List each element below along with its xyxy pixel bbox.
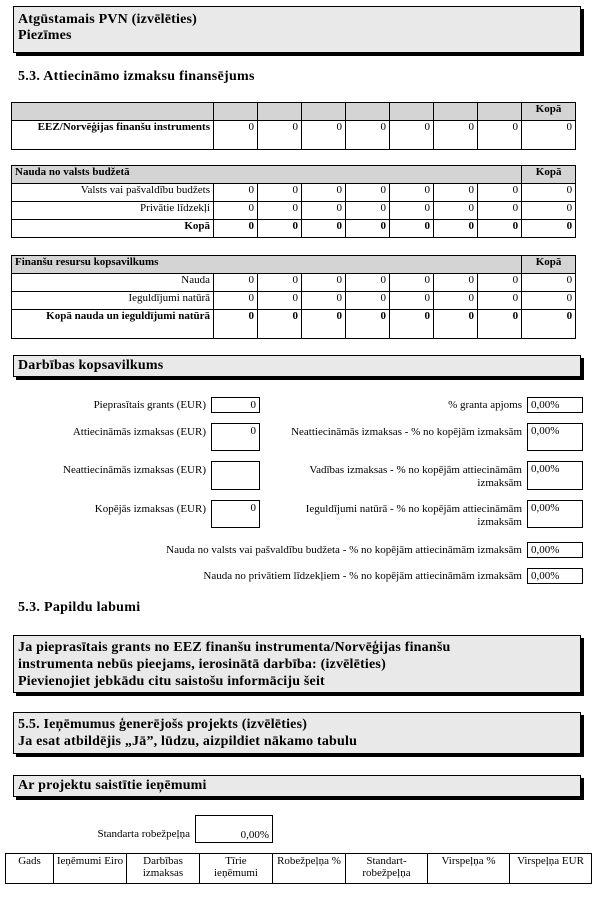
top-box [13,6,581,53]
related-income-box [13,775,581,797]
table-total-row: Kopā nauda un ieguldījumi natūrā 0 0 0 0 0 0 0 0 [12,310,576,339]
col-operating-costs: Darbības izmaksas [127,854,200,884]
benefits-box [13,635,581,693]
col-net-income: Tīrie ieņēmumi [200,854,273,884]
total-costs-label: Kopējās izmaksas (EUR) [94,503,206,515]
ineligible-pct-field[interactable]: 0,00% [527,423,583,451]
table-row: Ieguldījumi natūrā 0 0 0 0 0 0 0 0 [12,292,576,310]
ineligible-costs-label: Neattiecināmās izmaksas (EUR) [63,464,206,476]
ineligible-costs-field[interactable] [211,461,260,490]
eligible-costs-label: Attiecināmās izmaksas (EUR) [72,426,206,438]
benefits-line-1: Ja pieprasītais grants no EEZ finanšu instrumenta/Norvēģijas finanšu [18,640,451,655]
revenue-table [5,853,592,884]
financing-instrument-table [11,102,576,150]
revenue-project-select[interactable]: 5.5. Ieņēmumus ģenerējošs projekts (izvēlēties) [18,717,308,732]
table-total-row: Kopā 0 0 0 0 0 0 0 0 [12,220,576,238]
col-excess-profit-pct: Virspeļņa % [428,854,510,884]
state-budget-pct-field[interactable]: 0,00% [527,542,583,558]
proposed-action-select[interactable]: instrumenta nebūs pieejams, ierosinātā darbība: (izvēlēties) [18,657,386,672]
additional-info-label[interactable]: Pievienojiet jebkādu citu saistošu informāciju šeit [18,674,325,689]
col-income: Ieņēmumi Eiro [54,854,127,884]
col-standard-margin: Standart-robežpeļņa [346,854,428,884]
table-header-row: Nauda no valsts budžetā Kopā [12,166,576,184]
revenue-instructions: Ja esat atbildējis „Jā”, lūdzu, aizpildiet nākamo tabulu [18,734,358,749]
state-budget-pct-label: Nauda no valsts vai pašvaldību budžeta - % no kopējām attiecināmām izmaksām [166,544,522,556]
table-row: Nauda 0 0 0 0 0 0 0 0 [12,274,576,292]
table-row: Privātie līdzekļi 0 0 0 0 0 0 0 0 [12,202,576,220]
revenue-box [13,712,581,754]
requested-grant-field[interactable]: 0 [211,397,260,413]
standard-margin-label: Standarta robežpeļņa [97,828,190,840]
standard-margin-field[interactable]: 0,00% [195,815,273,843]
total-costs-field[interactable]: 0 [211,500,260,528]
table-header-row: Finanšu resursu kopsavilkums Kopā [12,256,576,274]
private-pct-field[interactable]: 0,00% [527,568,583,584]
management-pct-label: Vadības izmaksas - % no kopējām attiecināmām izmaksām [309,464,522,489]
ineligible-pct-label: Neattiecināmās izmaksas - % no kopējām izmaksām [291,426,522,438]
col-margin-pct: Robežpeļņa % [273,854,346,884]
table-row: Valsts vai pašvaldību budžets 0 0 0 0 0 0 0 0 [12,184,576,202]
col-year: Gads [6,854,54,884]
eligible-costs-field[interactable]: 0 [211,423,260,451]
inkind-pct-field[interactable]: 0,00% [527,500,583,528]
financial-resources-table [11,255,576,339]
financing-section-title: 5.3. Attiecināmo izmaksu finansējums [18,69,255,84]
table-header-row [12,103,576,121]
table-row: EEZ/Norvēģijas finanšu instruments 0 0 0 0 0 0 0 0 [12,121,576,150]
table-header-row [6,854,592,884]
inkind-pct-label: Ieguldījumi natūrā - % no kopējām attiecināmām izmaksām [305,503,522,528]
related-income-title: Ar projektu saistītie ieņēmumi [18,778,207,793]
grant-amount-field[interactable]: 0,00% [527,397,583,413]
vat-recoverable-select[interactable]: Atgūstamais PVN (izvēlēties) [18,12,198,27]
notes-label[interactable]: Piezīmes [18,28,72,43]
col-excess-profit-eur: Virspeļņa EUR [510,854,592,884]
requested-grant-label: Pieprasītais grants (EUR) [93,399,206,411]
benefits-section-title: 5.3. Papildu labumi [18,600,141,615]
total-header: Kopā [522,103,576,121]
summary-title-box [13,355,581,377]
state-budget-table [11,165,576,238]
summary-title: Darbības kopsavilkums [18,358,164,373]
private-pct-label: Nauda no privātiem līdzekļiem - % no kopējām attiecināmām izmaksām [203,570,522,582]
management-pct-field[interactable]: 0,00% [527,461,583,490]
grant-amount-label: % granta apjoms [448,399,522,411]
